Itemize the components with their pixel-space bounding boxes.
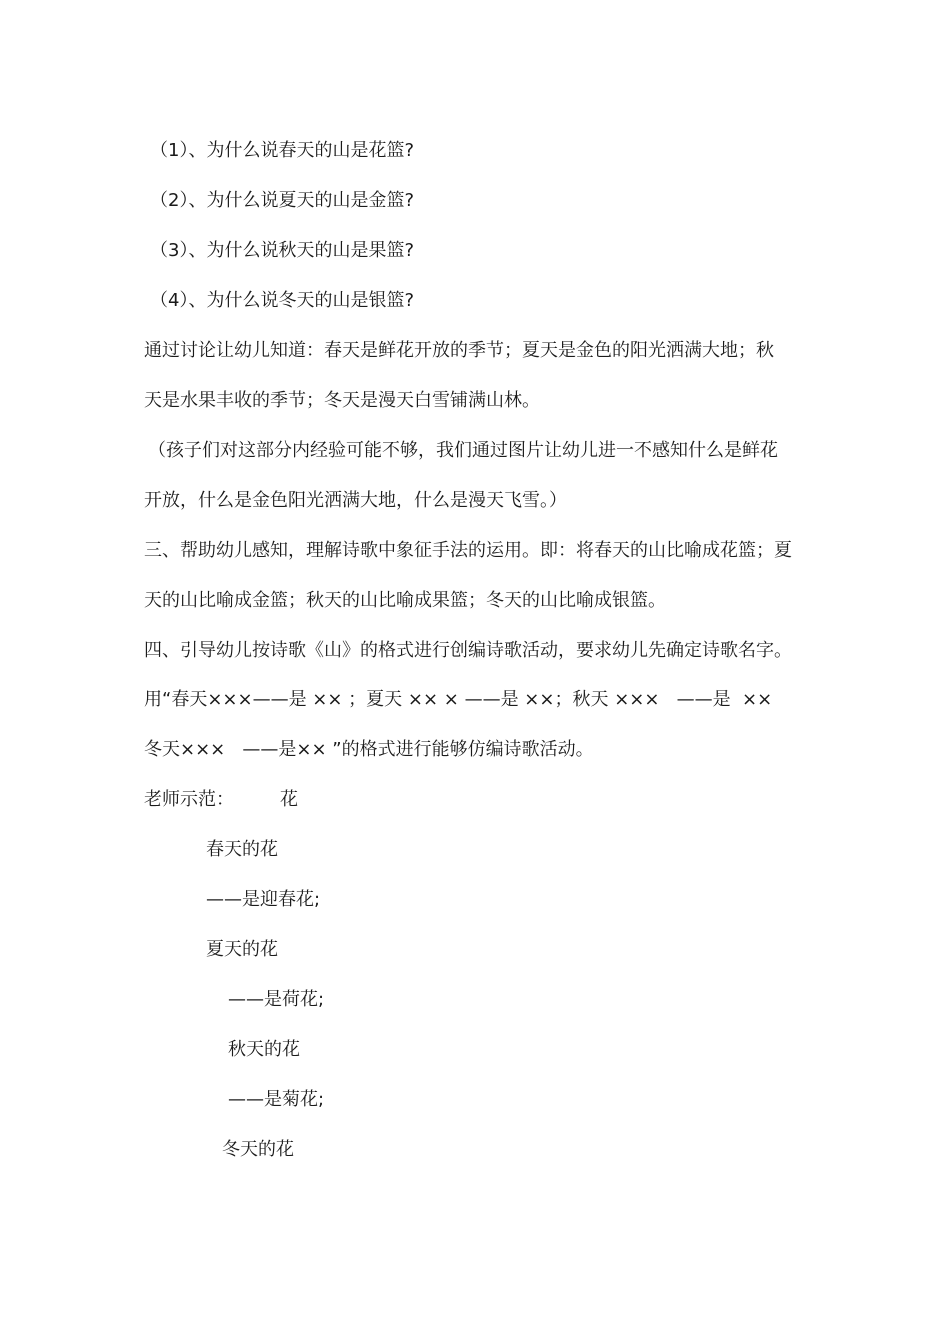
question-3: （3）、为什么说秋天的山是果篮? <box>150 240 415 261</box>
poem-line-5: 秋天的花 <box>228 1039 300 1060</box>
note-line-2: 开放，什么是金色阳光洒满大地，什么是漫天飞雪。） <box>144 490 567 511</box>
poem-line-6: ——是菊花; <box>228 1089 325 1110</box>
note-line-1: （孩子们对这部分内经验可能不够，我们通过图片让幼儿进一不感知什么是鲜花 <box>148 440 778 461</box>
demo-title: 花 <box>280 789 298 810</box>
discussion-line-2: 天是水果丰收的季节；冬天是漫天白雪铺满山林。 <box>144 390 540 411</box>
poem-line-4: ——是荷花; <box>228 989 325 1010</box>
discussion-line-1: 通过讨论让幼儿知道：春天是鲜花开放的季节；夏天是金色的阳光洒满大地；秋 <box>144 340 774 361</box>
section-four-line-3: 冬天××× ——是×× ”的格式进行能够仿编诗歌活动。 <box>144 739 594 760</box>
question-2: （2）、为什么说夏天的山是金篮? <box>150 190 415 211</box>
section-four-line-2: 用“春天×××——是 ×× ；夏天 ×× × ——是 ××；秋天 ××× ——是 ×× <box>144 689 773 710</box>
poem-line-7: 冬天的花 <box>222 1139 294 1160</box>
demo-label: 老师示范： <box>144 789 234 810</box>
question-1: （1）、为什么说春天的山是花篮? <box>150 140 415 161</box>
poem-line-1: 春天的花 <box>206 839 278 860</box>
poem-line-2: ——是迎春花; <box>206 889 321 910</box>
poem-line-3: 夏天的花 <box>206 939 278 960</box>
section-three-line-2: 天的山比喻成金篮；秋天的山比喻成果篮；冬天的山比喻成银篮。 <box>144 590 666 611</box>
section-four-line-1: 四、引导幼儿按诗歌《山》的格式进行创编诗歌活动，要求幼儿先确定诗歌名字。 <box>144 640 792 661</box>
question-4: （4）、为什么说冬天的山是银篮? <box>150 290 415 311</box>
section-three-line-1: 三、帮助幼儿感知，理解诗歌中象征手法的运用。即：将春天的山比喻成花篮；夏 <box>144 540 792 561</box>
